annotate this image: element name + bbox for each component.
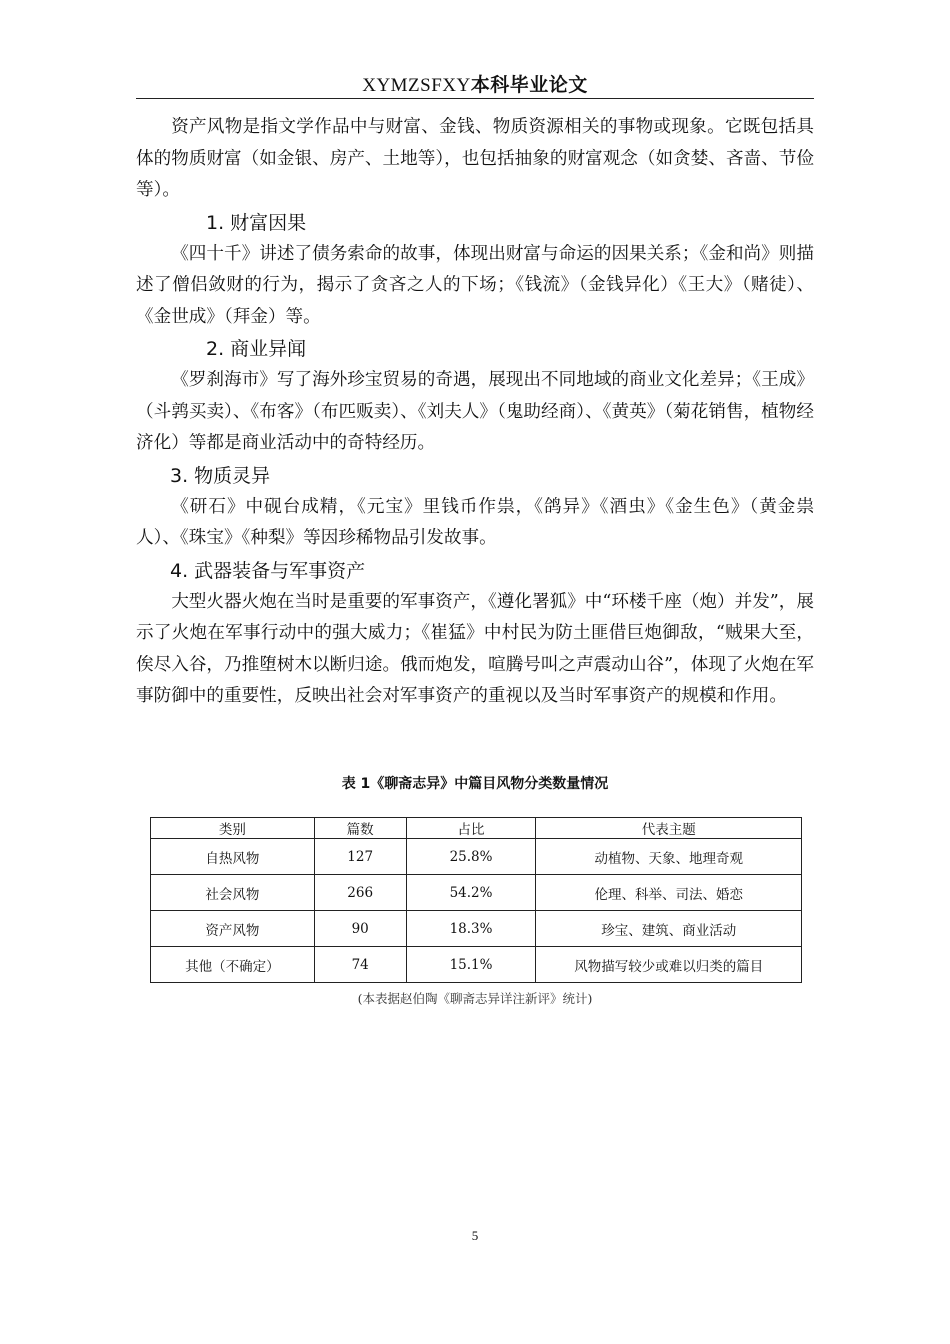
table-row [151, 911, 802, 947]
table-cell: 资产风物 [151, 911, 315, 947]
table-header-row [151, 818, 802, 839]
table-caption: 表 1《聊斋志异》中篇目风物分类数量情况 [341, 776, 609, 792]
section-body-2: 《罗刹海市》写了海外珍宝贸易的奇遇，展现出不同地域的商业文化差异；《王成》（斗鹑买卖）、《布客》（布匹贩卖）、《刘夫人》（鬼助经商）、《黄英》（菊花销售，植物经济化）等都是商业活动中的奇特经历。 [136, 370, 814, 453]
page-header [136, 70, 814, 98]
table-cell: 社会风物 [151, 875, 315, 911]
table-cell: 74 [314, 947, 406, 983]
header-label: 本科毕业论文 [470, 74, 588, 96]
category-table [150, 817, 802, 983]
table-cell: 自热风物 [151, 839, 315, 875]
table-cell: 其他（不确定） [151, 947, 315, 983]
table-cell: 15.1% [406, 947, 536, 983]
section-body-1: 《四十千》讲述了债务索命的故事，体现出财富与命运的因果关系；《金和尚》则描述了僧侣敛财的行为，揭示了贪吝之人的下场；《钱流》（金钱异化）《王大》（赌徒）、《金世成》（拜金）等。 [136, 243, 814, 327]
table-cell: 90 [314, 911, 406, 947]
intro-paragraph: 资产风物是指文学作品中与财富、金钱、物质资源相关的事物或现象。它既包括具体的物质财富（如金银、房产、土地等），也包括抽象的财富观念（如贪婪、吝啬、节俭等）。 [136, 117, 814, 200]
table-cell: 风物描写较少或难以归类的篇目 [536, 947, 802, 983]
section-heading-1: 1. 财富因果 [206, 211, 307, 234]
section-heading-3: 3. 物质灵异 [170, 464, 271, 487]
section-body-4: 大型火器火炮在当时是重要的军事资产，《遵化署狐》中“环楼千座（炮）并发”，展示了火炮在军事行动中的强大威力；《崔猛》中村民为防土匪借巨炮御敌，“贼果大至，俟尽入谷，乃推堕树木以断归途。俄而炮发，喧腾号叫之声震动山谷”，体现了火炮在军事防御中的重要性，反映出社会对军事资产的重视以及当时军事资产的规模和作用。 [136, 591, 814, 706]
table-cell: 266 [314, 875, 406, 911]
table-row [151, 947, 802, 983]
table-cell: 54.2% [406, 875, 536, 911]
table-header-category: 类别 [151, 818, 315, 839]
section-body-3: 《研石》中砚台成精，《元宝》里钱币作祟，《鸽异》《酒虫》《金生色》（黄金祟人）、《珠宝》《种梨》等因珍稀物品引发故事。 [136, 496, 814, 548]
table-header-ratio: 占比 [406, 818, 536, 839]
header-divider [136, 98, 814, 99]
table-source-note: (本表据赵伯陶《聊斋志异详注新评》统计) [357, 991, 593, 1006]
section-heading-4: 4. 武器装备与军事资产 [170, 559, 366, 582]
table-cell: 25.8% [406, 839, 536, 875]
main-content [136, 112, 814, 713]
table-cell: 18.3% [406, 911, 536, 947]
table-row [151, 839, 802, 875]
table-cell: 动植物、天象、地理奇观 [536, 839, 802, 875]
table-header-count: 篇数 [314, 818, 406, 839]
table-header-themes: 代表主题 [536, 818, 802, 839]
table-row [151, 875, 802, 911]
table-cell: 127 [314, 839, 406, 875]
table-cell: 珍宝、建筑、商业活动 [536, 911, 802, 947]
header-code: XYMZSFXY [362, 75, 471, 96]
page-number: 5 [471, 1228, 479, 1243]
table-cell: 伦理、科举、司法、婚恋 [536, 875, 802, 911]
section-heading-2: 2. 商业异闻 [206, 338, 307, 360]
